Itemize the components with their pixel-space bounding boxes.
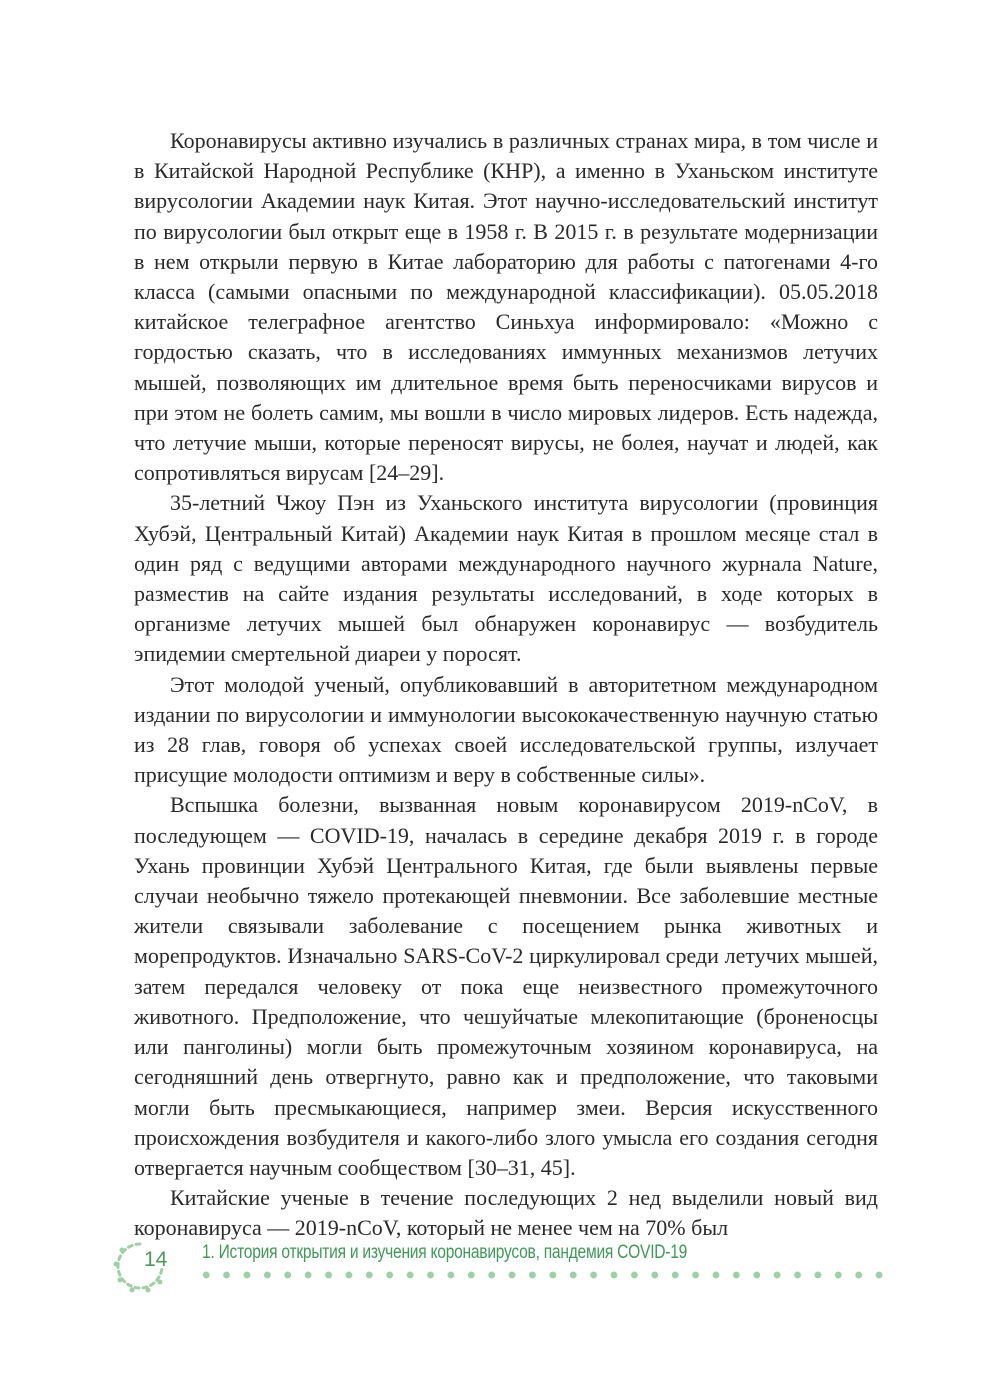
paragraph-4: Вспышка болезни, вызванная новым коронавирусом 2019-nCoV, в последующем — COVID-19, началась в середине декабря 2019 г. в городе Ухань провинции Хубэй Центрального Китая, где были выявлены первые случаи необычно тяжело протекающей пневмонии. Все заболевшие местные жители связывали заболевание с посещением рынка животных и морепродуктов. Изначально SARS-CoV-2 циркулировал среди летучих мышей, затем передался человеку от пока еще неизвестного промежуточного животного. Предположение, что чешуйчатые млекопитающие (броненосцы или панголины) могли быть промежуточным хозяином коронавируса, на сегодняшний день отвергнуто, равно как и предположение, что таковыми могли быть пресмыкающиеся, например змеи. Версия искусственного происхождения возбудителя и какого-либо злого умысла его создания сегодня отвергается научным сообществом [30–31, 45]. — [134, 792, 878, 1180]
dotted-divider — [196, 1270, 890, 1280]
paragraph-3: Этот молодой ученый, опубликовавший в авторитетном международном издании по вирусологии и иммунологии высококачественную научную статью из 28 глав, говоря об успехах своей исследовательской группы, излучает присущие молодости оптимизм и веру в собственные силы». — [134, 671, 878, 788]
page-footer — [110, 1236, 890, 1306]
page-number: 14 — [144, 1248, 168, 1271]
main-text — [134, 126, 878, 1244]
paragraph-5: Китайские ученые в течение последующих 2 нед выделили новый вид коронавируса — 2019-nCoV, который не менее чем на 70% был — [134, 1185, 878, 1241]
running-title: 1. История открытия и изучения коронавирусов, пандемия COVID-19 — [202, 1242, 688, 1263]
paragraph-2: 35-летний Чжоу Пэн из Уханьского института вирусологии (провинция Хубэй, Центральный Китай) Академии наук Китая в прошлом месяце стал в один ряд с ведущими авторами международного научного журнала Nature, разместив на сайте издания результаты исследований, в ходе которых в организме летучих мышей был обнаружен коронавирус — возбудитель эпидемии смертельной диареи у поросят. — [134, 490, 878, 667]
paragraph-1: Коронавирусы активно изучались в различных странах мира, в том числе и в Китайской Народной Республике (КНР), а именно в Уханьском институте вирусологии Академии наук Китая. Этот научно-исследовательский институт по вирусологии был открыт еще в 1958 г. В 2015 г. в результате модернизации в нем открыли первую в Китае лабораторию для работы с патогенами 4-го класса (самыми опасными по международной классификации). 05.05.2018 китайское телеграфное агентство Синьхуа информировало: «Можно с гордостью сказать, что в исследованиях иммунных механизмов летучих мышей, позволяющих им длительное время быть переносчиками вирусов и при этом не болеть самим, мы вошли в число мировых лидеров. Есть надежда, что летучие мыши, которые переносят вирусы, не болея, научат и людей, как сопротивляться вирусам [24–29]. — [134, 128, 878, 486]
